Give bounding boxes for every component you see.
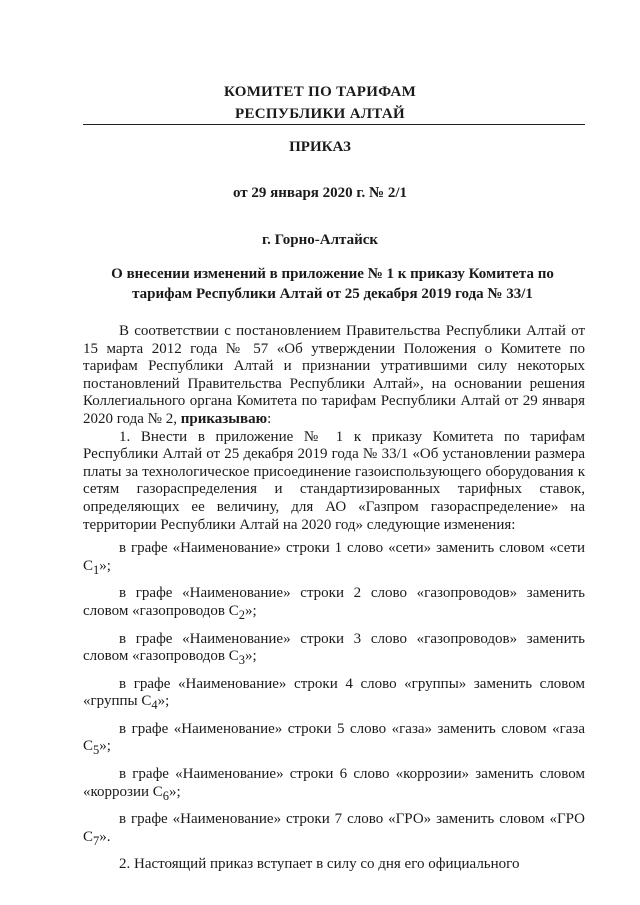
item-2-paragraph: 2. Настоящий приказ вступает в силу со дня его официального xyxy=(119,856,520,873)
preamble-paragraph xyxy=(83,323,585,429)
order-colon: : xyxy=(267,410,272,427)
subject-line-2: тарифам Республики Алтай от 25 декабря 2019 года № 33/1 xyxy=(132,286,533,302)
change-item: в графе «Наименование» строки 2 слово «газопроводов» заменить словом «газопроводов $С_2$»; xyxy=(83,585,585,622)
change-item: в графе «Наименование» строки 3 слово «газопроводов» заменить словом «газопроводов $С_3$»; xyxy=(83,630,585,668)
change-item: в графе «Наименование» строки 5 слово «газа» заменить словом «газа $С_5$»; xyxy=(83,720,585,758)
change-item: в графе «Наименование» строки 4 слово «группы» заменить словом «группы $С_4$»; xyxy=(83,675,585,713)
subject xyxy=(80,264,585,304)
date-number: от 29 января 2020 г. № 2/1 xyxy=(232,185,408,201)
change-item: в графе «Наименование» строки 6 слово «коррозии» заменить словом «коррозии $С_6$»; xyxy=(83,766,585,803)
city: г. Горно-Алтайск xyxy=(261,232,379,248)
header-line-1: КОМИТЕТ ПО ТАРИФАМ xyxy=(223,84,417,100)
preamble-text: В соответствии с постановлением Правительства Республики Алтай от 15 марта 2012 года № 57 «Об утверждении Положения о Комитете по тарифам Республики Алтай и признании утратившими силу некоторых постановлений Правительства Республики Алтай», на основании решения Коллегиального органа Комитета по тарифам Республики Алтай от 29 января 2020 года № 2, xyxy=(83,323,585,427)
header-divider xyxy=(83,124,585,125)
doc-type: ПРИКАЗ xyxy=(289,139,351,155)
body-text xyxy=(83,323,585,874)
change-item: в графе «Наименование» строки 1 слово «сети» заменить словом «сети $С_1$»; xyxy=(83,540,585,577)
item-1-paragraph: 1. Внести в приложение № 1 к приказу Комитета по тарифам Республики Алтай от 25 декабря 2019 года № 33/1 «Об установлении размера платы за технологическое присоединение газоиспользующего оборудования к сетям газораспределения и стандартизированных тарифных ставок, определяющих ее величину, для АО «Газпром газораспределение» на территории Республики Алтай на 2020 год» следующие изменения: xyxy=(83,428,585,533)
order-word: приказываю xyxy=(180,410,268,427)
header-line-2: РЕСПУБЛИКИ АЛТАЙ xyxy=(235,106,405,122)
change-item: в графе «Наименование» строки 7 слово «ГРО» заменить словом «ГРО $С_7$». xyxy=(83,811,585,848)
subject-line-1: О внесении изменений в приложение № 1 к приказу Комитета по xyxy=(111,266,554,282)
